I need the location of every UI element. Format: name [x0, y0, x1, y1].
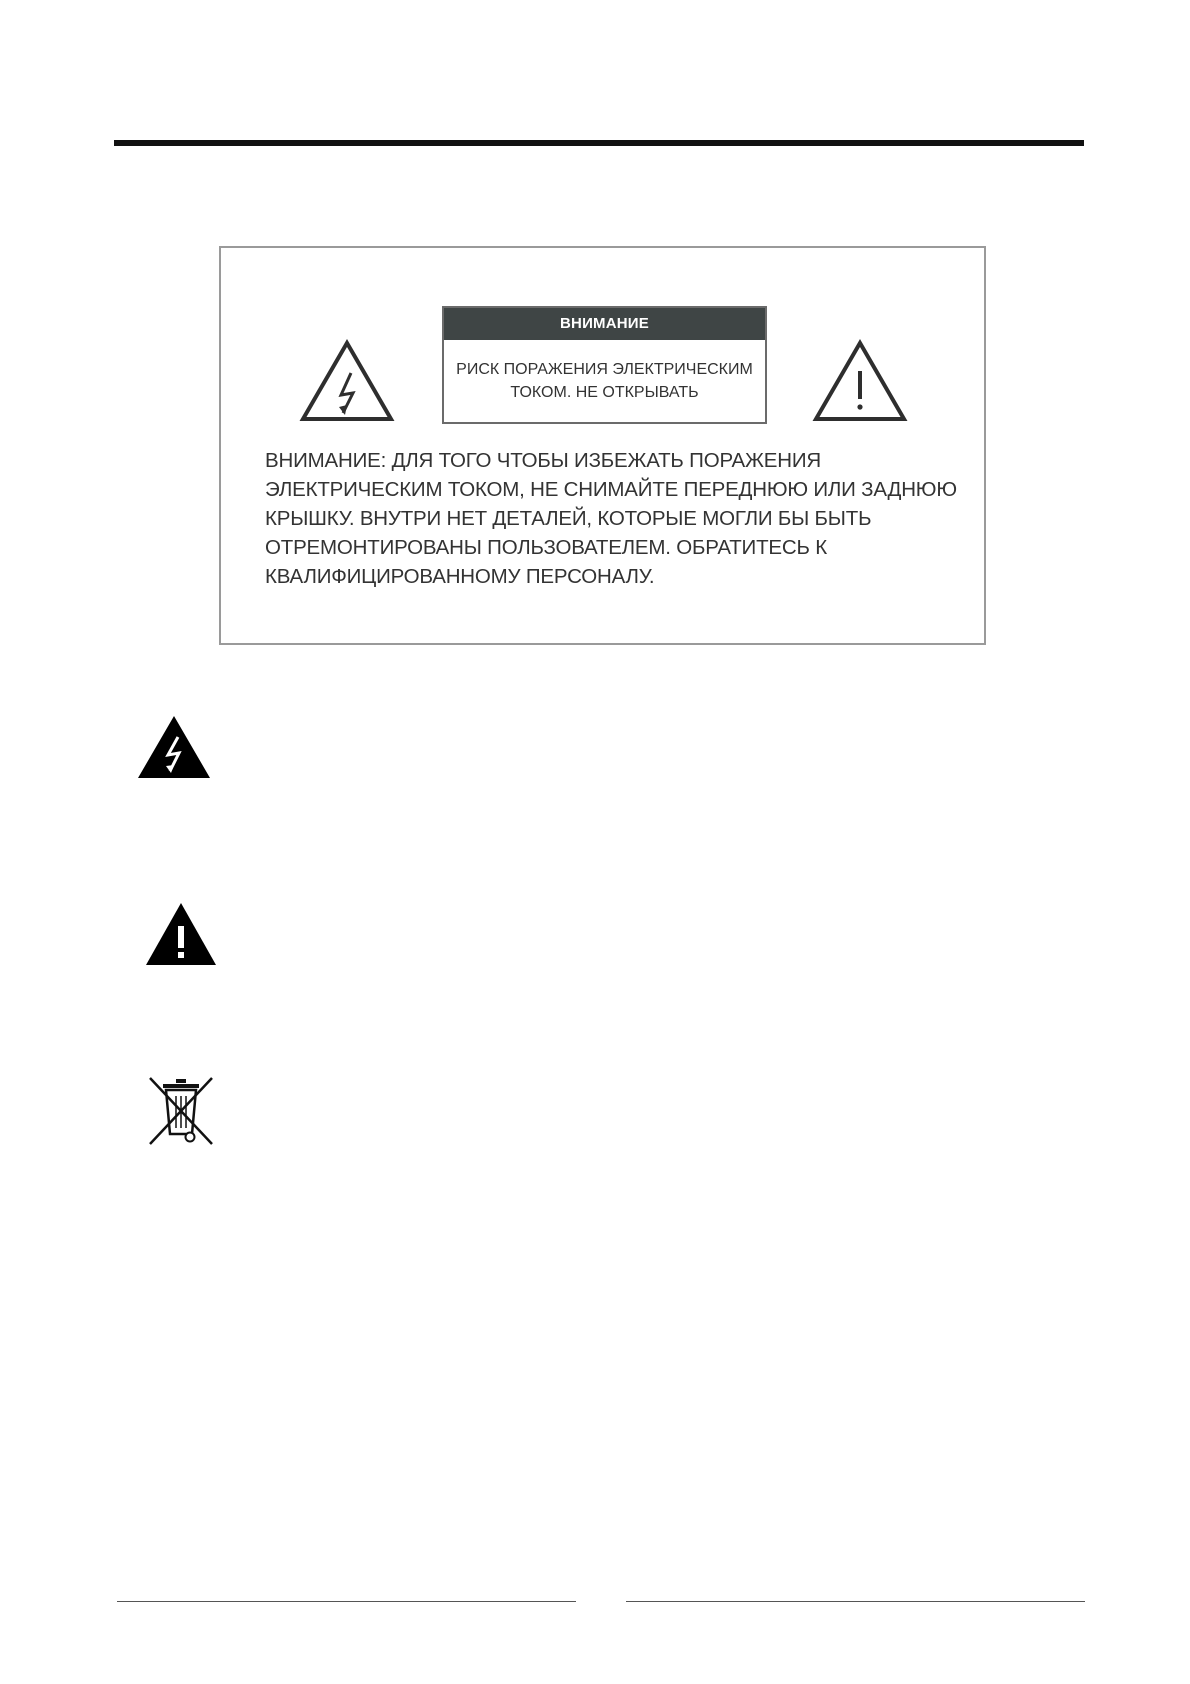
paragraph-line: КРЫШКУ. ВНУТРИ НЕТ ДЕТАЛЕЙ, КОТОРЫЕ МОГЛИ БЫ БЫТЬ — [265, 507, 872, 530]
paragraph-line: ОТРЕМОНТИРОВАНЫ ПОЛЬЗОВАТЕЛЕМ. ОБРАТИТЕСЬ К — [265, 536, 827, 559]
lightning-triangle-icon — [137, 715, 211, 779]
lightning-triangle-outline-icon — [299, 339, 395, 423]
warning-paragraph — [265, 446, 965, 591]
crossed-out-bin-icon — [146, 1074, 216, 1148]
paragraph-line: ВНИМАНИЕ: ДЛЯ ТОГО ЧТОБЫ ИЗБЕЖАТЬ ПОРАЖЕНИЯ — [265, 449, 821, 472]
exclamation-triangle-outline-icon — [812, 339, 908, 423]
footer-rule-left — [117, 1601, 576, 1602]
top-rule — [114, 140, 1084, 146]
caution-label-box — [442, 306, 767, 424]
footer-rule-right — [626, 1601, 1085, 1602]
caution-text — [444, 340, 765, 404]
caution-line-2: ТОКОМ. НЕ ОТКРЫВАТЬ — [510, 384, 699, 401]
caution-line-1: РИСК ПОРАЖЕНИЯ ЭЛЕКТРИЧЕСКИМ — [456, 361, 753, 378]
caution-header: ВНИМАНИЕ — [444, 308, 765, 340]
paragraph-line: КВАЛИФИЦИРОВАННОМУ ПЕРСОНАЛУ. — [265, 565, 655, 588]
exclamation-triangle-icon — [145, 902, 217, 966]
paragraph-line: ЭЛЕКТРИЧЕСКИМ ТОКОМ, НЕ СНИМАЙТЕ ПЕРЕДНЮЮ ИЛИ ЗАДНЮЮ — [265, 478, 957, 501]
warning-panel — [219, 246, 986, 645]
